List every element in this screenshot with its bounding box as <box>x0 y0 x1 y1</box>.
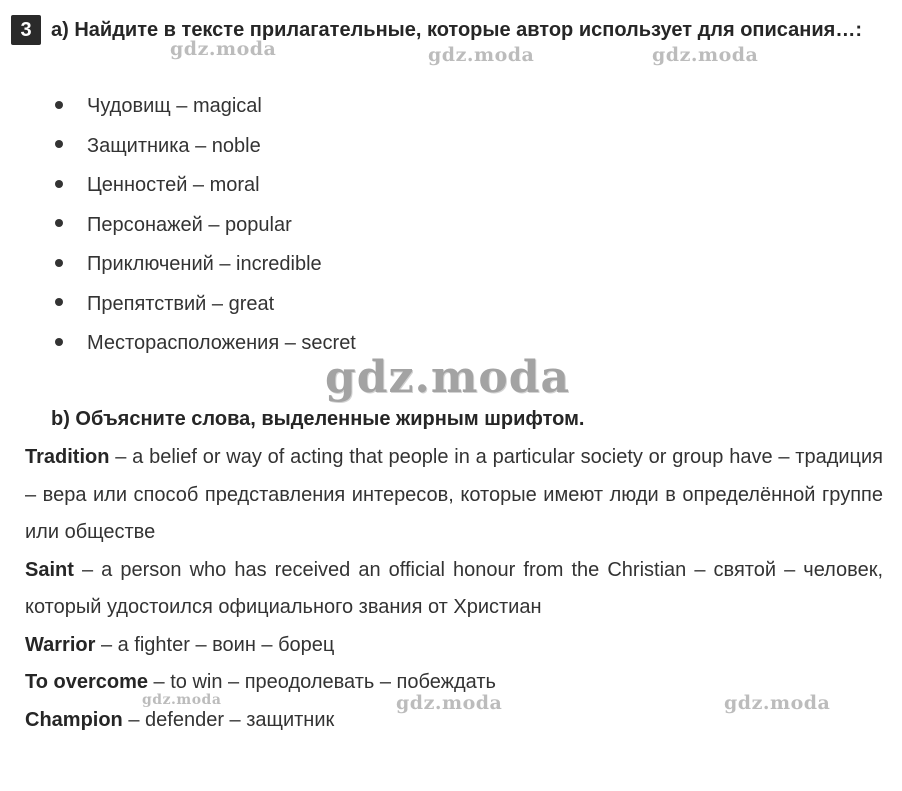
list-item <box>55 207 356 247</box>
definition-term: Champion <box>25 708 123 731</box>
watermark: gdz.moda <box>652 44 759 66</box>
bullet-icon <box>55 338 63 346</box>
bullet-icon <box>55 298 63 306</box>
list-item <box>55 325 356 365</box>
watermark: gdz.moda <box>724 692 831 714</box>
definition-text: – to win – преодолевать – побеждать <box>148 671 496 693</box>
list-item <box>55 246 356 286</box>
list-item <box>55 88 356 128</box>
definition-entry <box>25 627 883 665</box>
watermark: gdz.moda <box>428 44 535 66</box>
list-item-text: Месторасположения – secret <box>87 332 356 354</box>
task-number-badge: 3 <box>11 15 41 45</box>
list-item-text: Защитника – noble <box>87 134 261 157</box>
list-item-text: Ценностей – moral <box>87 174 260 196</box>
definition-entry <box>25 552 883 627</box>
definition-term: Tradition <box>25 446 110 468</box>
list-item <box>55 128 356 168</box>
bullet-icon <box>55 140 63 148</box>
part-b-heading: b) Объясните слова, выделенные жирным шрифтом. <box>51 408 585 430</box>
list-item-text: Чудовищ – magical <box>87 95 262 117</box>
list-item-text: Препятствий – great <box>87 292 275 315</box>
adjectives-list <box>55 88 356 365</box>
list-item <box>55 167 356 207</box>
definition-text: – a belief or way of acting that people in a particular society or group have – традиция – вера или способ представления интересов, которые имеют люди в определённой группе или обществе <box>25 446 883 543</box>
bullet-icon <box>55 101 63 109</box>
list-item <box>55 286 356 326</box>
definition-text: – a person who has received an official honour from the Christian – святой – человек, который удостоился официального звания от Христиан <box>25 558 883 618</box>
definition-term: Warrior <box>25 633 96 656</box>
list-item-text: Приключений – incredible <box>87 253 322 275</box>
bullet-icon <box>55 259 63 267</box>
watermark: gdz.moda <box>325 352 571 403</box>
definition-term: Saint <box>25 558 74 581</box>
part-a-heading: a) Найдите в тексте прилагательные, которые автор использует для описания…: <box>51 19 862 41</box>
definition-entry <box>25 439 883 552</box>
list-item-text: Персонажей – popular <box>87 213 292 236</box>
watermark: gdz.moda <box>170 38 277 60</box>
watermark: gdz.moda <box>396 692 503 714</box>
bullet-icon <box>55 180 63 188</box>
bullet-icon <box>55 219 63 227</box>
watermark: gdz.moda <box>142 692 222 708</box>
definition-term: To overcome <box>25 671 148 693</box>
definition-text: – defender – защитник <box>122 708 335 731</box>
definition-text: – a fighter – воин – борец <box>95 633 335 656</box>
